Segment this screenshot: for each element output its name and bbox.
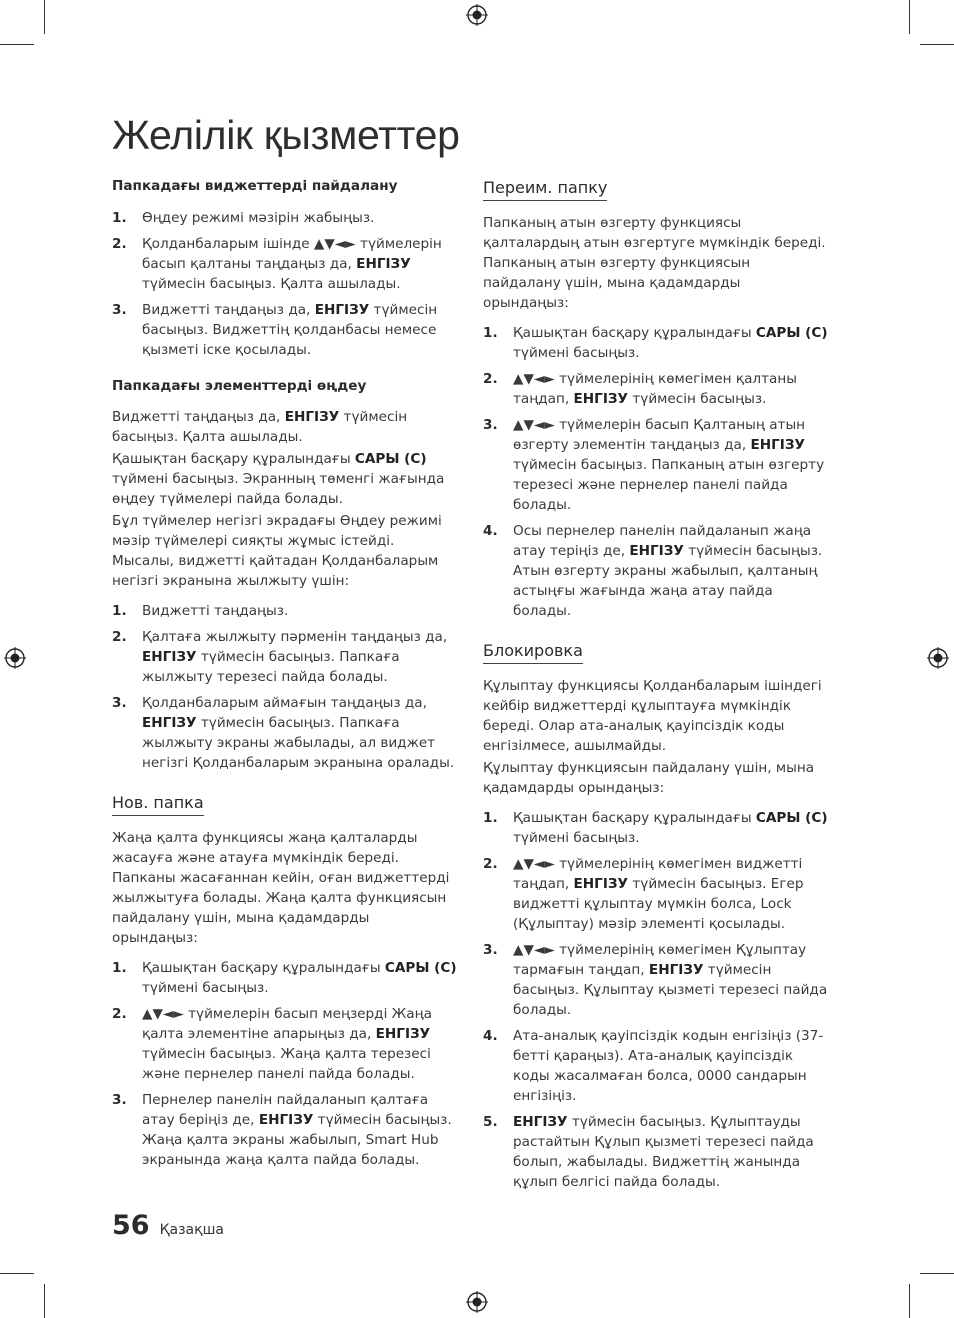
list-item <box>483 808 828 848</box>
step-text: Қалтаға жылжыту пәрменін таңдаңыз да, ЕНГІЗУ түймесін басыңыз. Папкаға жылжыту терезесі пайда болады. <box>142 629 448 686</box>
step-text: Қолданбаларым аймағын таңдаңыз да, ЕНГІЗУ түймесін басыңыз. Папкаға жылжыту экраны жабылады, ал виджет негізгі Қолданбаларым экранына оралады. <box>142 695 455 772</box>
step-number: 2. <box>483 371 498 387</box>
step-text: ЕНГІЗУ түймесін басыңыз. Құлыптауды растайтын Құлып қызметі терезесі пайда болып, жабылады. Виджеттің жанында құлып белгісі пайда болады. <box>513 1114 814 1190</box>
step-number: 2. <box>112 235 127 252</box>
step-text: Ата-аналық қауіпсіздік кодын енгізіңіз (37-бетті қараңыз). Ата-аналық қауіпсіздік коды жасалмаған болса, 0000 сандарын енгізіңіз. <box>513 1028 824 1104</box>
step-number: 3. <box>112 301 127 318</box>
step-number: 1. <box>483 810 498 826</box>
registration-mark-icon <box>466 4 488 26</box>
list-item <box>483 369 828 409</box>
list-item <box>112 234 457 294</box>
list-item <box>112 208 457 228</box>
step-number: 4. <box>483 1028 498 1044</box>
paragraph-rename-folder: Папканың атын өзгерту функциясы қалталардың атын өзгертуге мүмкіндік береді. Папканың атын өзгерту функциясын пайдалану үшін, мына қадамдарды орындаңыз: <box>483 215 826 311</box>
step-number: 3. <box>112 695 127 712</box>
steps-use-widgets <box>112 208 457 360</box>
list-item <box>483 1026 828 1106</box>
paragraph: Қашықтан басқару құралындағы САРЫ (С) түймені басыңыз. Экранның төменгі жағында өңдеу түймелері пайда болады. <box>112 451 445 508</box>
step-number: 1. <box>112 603 127 620</box>
list-item <box>112 1090 457 1170</box>
list-item <box>112 300 457 360</box>
step-text: Виджетті таңдаңыз. <box>142 603 289 620</box>
page-number: 56 <box>112 1210 150 1241</box>
section-title-new-folder: Нов. папка <box>112 793 204 816</box>
list-item <box>483 1112 828 1192</box>
section-title-rename-folder: Переим. папку <box>483 178 607 201</box>
page-footer <box>112 1210 224 1241</box>
steps-rename-folder <box>483 323 828 621</box>
crop-mark <box>44 1284 45 1318</box>
left-column <box>112 178 457 1184</box>
step-text: Қашықтан басқару құралындағы САРЫ (С) түймені басыңыз. <box>142 960 457 997</box>
step-text: Қашықтан басқару құралындағы САРЫ (С) түймені басыңыз. <box>513 810 828 846</box>
step-text: ▲▼◄► түймелерінің көмегімен виджетті таңдап, ЕНГІЗУ түймесін басыңыз. Егер виджетті құлыптау мүмкін болса, Lock (Құлыптау) мәзір элементі қосылады. <box>513 856 804 932</box>
list-item <box>112 601 457 621</box>
page-title: Желілік қызметтер <box>112 112 460 158</box>
step-text: Виджетті таңдаңыз да, ЕНГІЗУ түймесін басыңыз. Виджеттің қолданбасы немесе қызметі іске қосылады. <box>142 301 438 358</box>
subheading-use-widgets: Папкадағы виджеттерді пайдалану <box>112 178 398 194</box>
paragraph: Құлыптау функциясы Қолданбаларым ішіндегі кейбір виджеттерді құлыптауға мүмкіндік береді. Олар ата-аналық қауіпсіздік коды енгізілмесе, ашылмайды. <box>483 678 822 754</box>
step-text: Қолданбаларым ішінде ▲▼◄► түймелерін басып қалтаны таңдаңыз да, ЕНГІЗУ түймесін басыңыз. Қалта ашылады. <box>142 235 442 292</box>
step-number: 3. <box>112 1092 127 1109</box>
list-item <box>112 627 457 687</box>
step-text: ▲▼◄► түймелерін басып Қалтаның атын өзгерту элементін таңдаңыз да, ЕНГІЗУ түймесін басыңыз. Папканың атын өзгерту терезесі және пернелер панелі пайда болады. <box>513 417 825 513</box>
step-number: 4. <box>483 523 498 539</box>
paragraph: Бұл түймелер негізгі экрадағы Өңдеу режимі мәзір түймелері сияқты жұмыс істейді. Мысалы, виджетті қайтадан Қолданбаларым негізгі экранына жылжыту үшін: <box>112 513 442 590</box>
list-item <box>483 854 828 934</box>
list-item <box>483 521 828 621</box>
list-item <box>112 693 457 773</box>
paragraphs-lock <box>483 676 828 798</box>
steps-new-folder <box>112 958 457 1170</box>
step-text: Осы пернелер панелін пайдаланып жаңа атау теріңіз де, ЕНГІЗУ түймесін басыңыз. Атын өзгерту экраны жабылып, қалтаның астыңғы жағында жаңа атау пайда болады. <box>513 523 823 619</box>
paragraph: Виджетті таңдаңыз да, ЕНГІЗУ түймесін басыңыз. Қалта ашылады. <box>112 409 408 446</box>
list-item <box>112 1004 457 1084</box>
language-label: Қазақша <box>159 1222 224 1238</box>
list-item <box>483 415 828 515</box>
step-number: 1. <box>483 325 498 341</box>
registration-mark-icon <box>927 647 949 669</box>
list-item <box>112 958 457 998</box>
step-number: 2. <box>483 856 498 872</box>
step-text: ▲▼◄► түймелерінің көмегімен Құлыптау тармағын таңдап, ЕНГІЗУ түймесін басыңыз. Құлыптау қызметі терезесі пайда болады. <box>513 942 828 1018</box>
step-text: Пернелер панелін пайдаланып қалтаға атау беріңіз де, ЕНГІЗУ түймесін басыңыз. Жаңа қалта экраны жабылып, Smart Hub экранында жаңа қалта пайда болады. <box>142 1092 452 1169</box>
registration-mark-icon <box>466 1291 488 1313</box>
crop-mark <box>909 0 910 34</box>
step-text: ▲▼◄► түймелерінің көмегімен қалтаны таңдап, ЕНГІЗУ түймесін басыңыз. <box>513 371 797 407</box>
steps-lock <box>483 808 828 1192</box>
crop-mark <box>0 1273 34 1274</box>
crop-mark <box>920 44 954 45</box>
step-text: Өңдеу режимі мәзірін жабыңыз. <box>142 209 375 226</box>
list-item <box>483 323 828 363</box>
step-number: 3. <box>483 417 498 433</box>
step-number: 1. <box>112 209 127 226</box>
step-number: 5. <box>483 1114 498 1130</box>
step-number: 2. <box>112 629 127 646</box>
step-number: 3. <box>483 942 498 958</box>
step-text: ▲▼◄► түймелерін басып меңзерді Жаңа қалта элементіне апарыңыз да, ЕНГІЗУ түймесін басыңыз. Жаңа қалта терезесі және пернелер панелі пайда болады. <box>142 1006 432 1083</box>
subheading-edit-items: Папкадағы элементтерді өңдеу <box>112 377 367 394</box>
crop-mark <box>920 1273 954 1274</box>
crop-mark <box>0 44 34 45</box>
right-column <box>483 178 828 1206</box>
step-text: Қашықтан басқару құралындағы САРЫ (С) түймені басыңыз. <box>513 325 828 361</box>
crop-mark <box>909 1284 910 1318</box>
steps-edit-items <box>112 601 457 773</box>
paragraph-new-folder: Жаңа қалта функциясы жаңа қалталарды жасауға және атауға мүмкіндік береді. Папканы жасағаннан кейін, оған виджеттерді жылжытуға болады. Жаңа қалта функциясын пайдалану үшін, мына қадамдарды орындаңыз: <box>112 830 450 947</box>
step-number: 2. <box>112 1006 127 1023</box>
list-item <box>483 940 828 1020</box>
step-number: 1. <box>112 960 127 977</box>
paragraph: Құлыптау функциясын пайдалану үшін, мына қадамдарды орындаңыз: <box>483 760 815 796</box>
crop-mark <box>44 0 45 34</box>
paragraphs-edit-items <box>112 407 457 591</box>
registration-mark-icon <box>4 647 26 669</box>
section-title-lock: Блокировка <box>483 641 583 664</box>
